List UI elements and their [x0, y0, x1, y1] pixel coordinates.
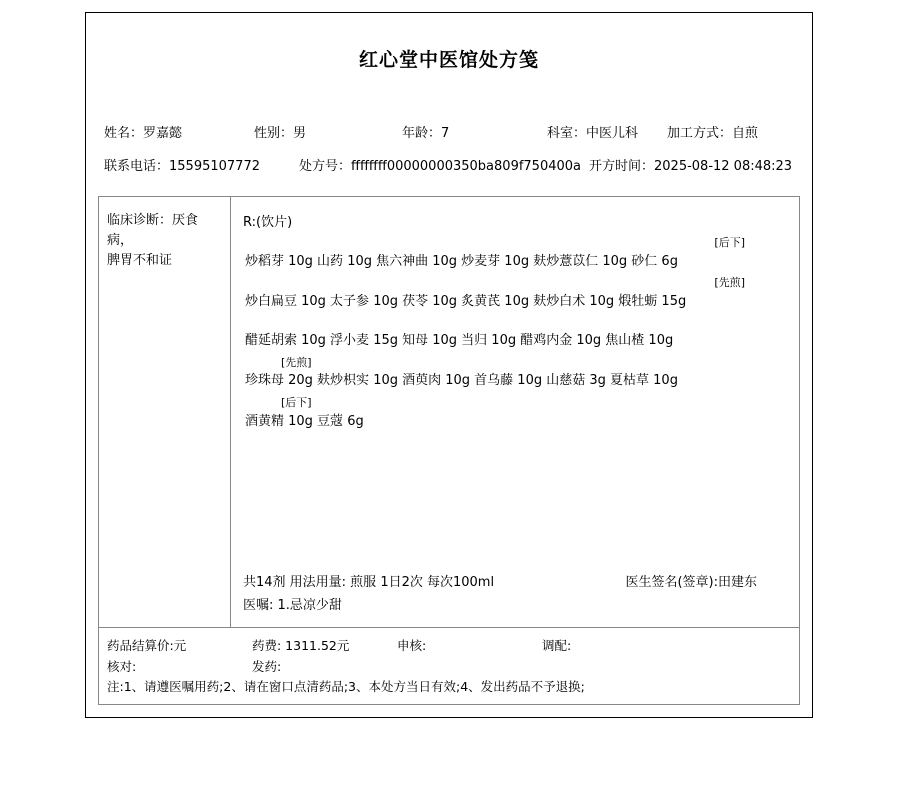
herb-line-0: 炒稻芽 10g 山药 10g 焦六神曲 10g 炒麦芽 10g 麸炒薏苡仁 10g 砂仁 6g [245, 253, 678, 269]
prescription-page [85, 12, 813, 718]
clinical-diagnosis [99, 197, 231, 627]
medical-advice: 医嘱: 1.忌凉少甜 [243, 598, 342, 613]
footer-row-1 [107, 636, 791, 657]
patient-header-row-2 [104, 155, 794, 174]
spacer [243, 315, 787, 331]
patient-name: 姓名：罗嘉懿 [104, 126, 183, 141]
prescription-usage-block [243, 572, 787, 613]
patient-age: 年龄：7 [402, 126, 450, 141]
herb-line-4: 酒黄精 10g 豆蔻 6g [245, 413, 364, 429]
herb-note-1: [先煎] [714, 276, 745, 290]
page-title: 红心堂中医馆处方笺 [358, 49, 539, 71]
diagnosis-line-1: 临床诊断：厌食病， [107, 213, 199, 249]
footer-row-2 [107, 657, 791, 678]
herb-line-2: 醋延胡索 10g 浮小麦 15g 知母 10g 当归 10g 醋鸡内金 10g 焦山楂 10g [245, 332, 674, 348]
doctor-signature: 医生签名(签章):田建东 [625, 574, 757, 590]
prescription-datetime: 开方时间：2025-08-12 08:48:23 [589, 159, 793, 174]
settle-price: 药品结算价:元 [107, 638, 187, 653]
issue-field: 发药: [252, 658, 282, 674]
patient-gender: 性别：男 [254, 126, 307, 141]
usage-text: 共14剂 用法用量: 煎服 1日2次 每次100ml [243, 574, 495, 590]
prescription-number: 处方号：ffffffff00000000350ba809f750400a [299, 159, 582, 174]
patient-department: 科室：中医儿科 [547, 126, 639, 141]
herb-line-1: 炒白扁豆 10g 太子参 10g 茯苓 10g 炙黄芪 10g 麸炒白术 10g 煅牡蛎 15g [245, 293, 687, 309]
patient-header-row-1 [104, 122, 794, 141]
patient-header [86, 122, 812, 174]
herb-line-3: 珍珠母 20g 麸炒枳实 10g 酒萸肉 10g 首乌藤 10g 山慈菇 3g 夏枯草 10g [245, 373, 678, 389]
drug-fee: 药费: 1311.52元 [252, 638, 350, 653]
check-field: 核对: [107, 658, 137, 674]
dispense-field: 调配: [542, 638, 572, 653]
herb-note-0: [后下] [714, 236, 745, 249]
footer-notes: 注:1、请遵医嘱用药;2、请在窗口点清药品;3、本处方当日有效;4、发出药品不予退换; [107, 679, 585, 695]
herb-note-4: [后下] [281, 395, 312, 409]
patient-phone: 联系电话：15595107772 [104, 159, 260, 174]
review-field: 申核: [397, 638, 427, 653]
rx-head: R:(饮片) [243, 215, 293, 230]
diagnosis-line-2: 脾胃不和证 [107, 253, 173, 269]
prescription-footer [98, 628, 800, 705]
processing-method: 加工方式：自煎 [667, 126, 759, 141]
herb-note-3: [先煎] [281, 355, 312, 369]
prescription-content [231, 197, 799, 627]
prescription-body [98, 196, 800, 628]
